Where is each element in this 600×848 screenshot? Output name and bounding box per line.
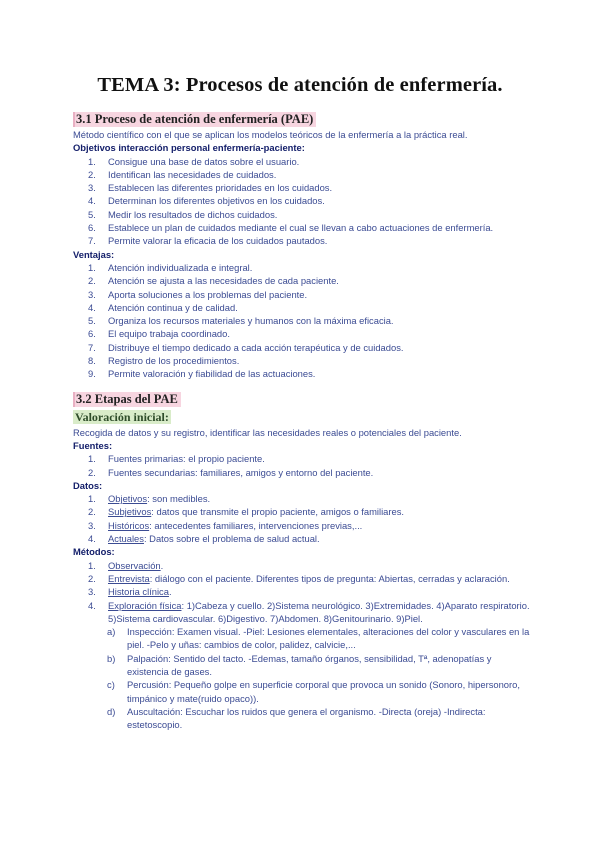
- list-item: 1. Fuentes primarias: el propio paciente.: [88, 453, 265, 465]
- list-item: 3. Establecen las diferentes prioridades en los cuidados.: [88, 182, 333, 194]
- list-item: 4. Atención continua y de calidad.: [88, 301, 238, 313]
- section-heading-3-1: 3.1 Proceso de atención de enfermería (PAE): [73, 112, 316, 127]
- list-item: 1. Atención individualizada e integral.: [88, 261, 253, 273]
- ventajas-list: [73, 261, 533, 381]
- list-item: 8. Registro de los procedimientos.: [88, 355, 240, 367]
- list-item: b) Palpación: Sentido del tacto. -Edemas, tamaño órganos, sensibilidad, Tª, adenopatías y existencia de gases.: [107, 652, 492, 677]
- list-item: a) Inspección: Examen visual. -Piel: Lesiones elementales, alteraciones del color y vasculares en la piel. -Pelo y uñas: cambios de color, palidez, calvicie,...: [107, 626, 530, 651]
- list-item: 7. Permite valorar la eficacia de los cuidados pautados.: [88, 235, 328, 247]
- document-body: [73, 110, 533, 731]
- list-item: 4. Exploración física: 1)Cabeza y cuello. 2)Sistema neurológico. 3)Extremidades. 4)Aparato respiratorio. 5)Sistema cardiovascular. 6)Digestivo. 7)Abdomen. 8)Genitourinario. 9)Piel.: [88, 599, 530, 624]
- list-item: 2. Subjetivos: datos que transmite el propio paciente, amigos o familiares.: [88, 506, 405, 518]
- list-item: 2. Identifican las necesidades de cuidados.: [88, 168, 277, 180]
- valoracion-heading: Valoración inicial:: [75, 409, 169, 424]
- datos-label: Datos:: [73, 479, 103, 491]
- list-item: d) Auscultación: Escuchar los ruidos que genera el organismo. -Directa (oreja) -Indirecta: estetoscopio.: [107, 705, 486, 731]
- list-item: c) Percusión: Pequeño golpe en superficie corporal que provoca un sonido (Sonoro, hipersonoro, timpánico y mate(ruido opaco)).: [107, 679, 520, 704]
- fuentes-label: Fuentes:: [73, 439, 113, 451]
- ventajas-label: Ventajas:: [73, 248, 115, 260]
- list-item: 5. Medir los resultados de dichos cuidados.: [88, 208, 278, 220]
- list-item: 1. Consigue una base de datos sobre el usuario.: [88, 155, 300, 167]
- valoracion-intro: Recogida de datos y su registro, identificar las necesidades reales o potenciales del paciente.: [73, 426, 462, 438]
- list-item: 9. Permite valoración y fiabilidad de las actuaciones.: [88, 368, 316, 380]
- objetivos-label: Objetivos interacción personal enfermería-paciente:: [73, 142, 305, 154]
- section-intro: Método científico con el que se aplican los modelos teóricos de la enfermería a la práctica real.: [73, 129, 468, 140]
- list-item: 5. Organiza los recursos materiales y humanos con la máxima eficacia.: [88, 315, 394, 327]
- list-item: 4. Actuales: Datos sobre el problema de salud actual.: [88, 533, 320, 545]
- list-item: 1. Observación.: [88, 559, 164, 571]
- list-item: 2. Entrevista: diálogo con el paciente. Diferentes tipos de pregunta: Abiertas, cerradas y aclaración.: [88, 572, 510, 584]
- exploracion-sublist: [73, 625, 533, 731]
- list-item: 1. Objetivos: son medibles.: [88, 493, 211, 505]
- metodos-list: [73, 559, 533, 625]
- list-item: 3. Aporta soluciones a los problemas del paciente.: [88, 288, 308, 300]
- list-item: 2. Atención se ajusta a las necesidades de cada paciente.: [88, 275, 339, 287]
- section-heading-3-2: 3.2 Etapas del PAE: [73, 392, 181, 407]
- objetivos-list: [73, 155, 533, 248]
- metodos-label: Métodos:: [73, 546, 115, 558]
- fuentes-list: [73, 452, 533, 479]
- list-item: 6. El equipo trabaja coordinado.: [88, 328, 230, 340]
- list-item: 6. Establece un plan de cuidados mediante el cual se llevan a cabo actuaciones de enfermería.: [88, 222, 494, 234]
- list-item: 4. Determinan los diferentes objetivos en los cuidados.: [88, 195, 325, 207]
- list-item: 3. Históricos: antecedentes familiares, intervenciones previas,...: [88, 519, 363, 531]
- list-item: 2. Fuentes secundarias: familiares, amigos y entorno del paciente.: [88, 466, 374, 478]
- datos-list: [73, 492, 533, 545]
- page-title: TEMA 3: Procesos de atención de enfermería.: [97, 74, 503, 96]
- list-item: 3. Historia clínica.: [88, 586, 172, 598]
- list-item: 7. Distribuye el tiempo dedicado a cada acción terapéutica y de cuidados.: [88, 341, 404, 353]
